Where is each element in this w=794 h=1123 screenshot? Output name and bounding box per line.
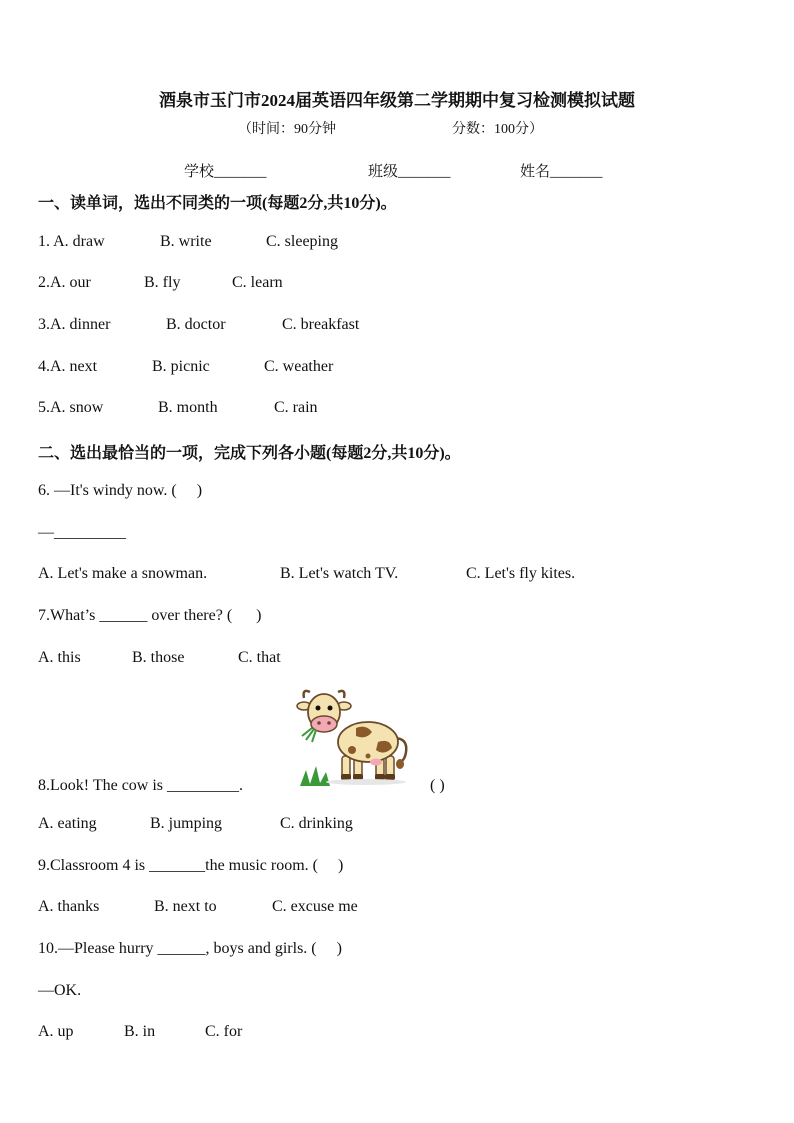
q4-option-b: B. picnic xyxy=(152,358,210,375)
q8-option-a: A. eating xyxy=(38,815,97,832)
q10-option-b: B. in xyxy=(124,1023,156,1040)
page-title: 酒泉市玉门市2024届英语四年级第二学期期中复习检测模拟试题 xyxy=(159,91,635,110)
q2-option-b: B. fly xyxy=(144,274,181,291)
cow-hoof xyxy=(341,774,351,780)
cow-hoof xyxy=(385,774,395,780)
q8-option-b: B. jumping xyxy=(150,815,223,832)
cow-nostril xyxy=(317,721,321,725)
q1-option-b: B. write xyxy=(160,233,212,250)
q2-option-c: C. learn xyxy=(232,274,283,291)
q9-stem: 9.Classroom 4 is _______the music room. ( ) xyxy=(38,857,344,874)
cow-muzzle xyxy=(311,716,337,732)
q9-option-c: C. excuse me xyxy=(272,898,358,915)
section-2-heading: 二、选出最恰当的一项，完成下列各小题(每题2分,共10分)。 xyxy=(38,445,461,462)
q10-reply: —OK. xyxy=(38,982,82,999)
cow-eye xyxy=(316,706,321,711)
cow-horn xyxy=(338,691,344,698)
cow-spot xyxy=(366,754,371,759)
q6-option-c: C. Let's fly kites. xyxy=(466,565,576,582)
q3-option-b: B. doctor xyxy=(166,316,226,333)
cow-horn xyxy=(304,691,310,698)
q6-answer-blank: —_________ xyxy=(38,524,126,541)
exam-time: （时间：90分钟 xyxy=(238,122,336,137)
q6-option-b: B. Let's watch TV. xyxy=(280,565,399,582)
cow-nostril xyxy=(327,721,331,725)
name-field: 姓名_______ xyxy=(520,164,603,180)
q9-option-a: A. thanks xyxy=(38,898,100,915)
exam-score: 分数：100分） xyxy=(452,122,543,137)
q8-stem: 8.Look! The cow is _________. xyxy=(38,777,244,794)
cow-spot xyxy=(348,746,356,754)
q5-option-c: C. rain xyxy=(274,399,318,416)
cow-eye xyxy=(328,706,333,711)
q10-option-c: C. for xyxy=(205,1023,243,1040)
q1-option-c: C. sleeping xyxy=(266,233,338,250)
q7-option-c: C. that xyxy=(238,649,281,666)
cow-hoof xyxy=(375,774,385,780)
cow-udder xyxy=(370,759,382,766)
q4-option-c: C. weather xyxy=(264,358,334,375)
q7-stem: 7.What’s ______ over there? ( ) xyxy=(38,607,262,624)
q7-option-b: B. those xyxy=(132,649,185,666)
cow-tail-tuft xyxy=(396,759,404,769)
q1-option-a: 1. A. draw xyxy=(38,233,105,250)
cow-eating-grass-image xyxy=(296,686,420,790)
q2-option-a: 2.A. our xyxy=(38,274,91,291)
q4-option-a: 4.A. next xyxy=(38,358,98,375)
q7-option-a: A. this xyxy=(38,649,81,666)
cow-shadow xyxy=(326,779,406,785)
school-field: 学校_______ xyxy=(184,164,267,180)
q5-option-b: B. month xyxy=(158,399,218,416)
q9-option-b: B. next to xyxy=(154,898,217,915)
q6-stem: 6. —It's windy now. ( ) xyxy=(38,482,203,499)
q3-option-a: 3.A. dinner xyxy=(38,316,111,333)
q3-option-c: C. breakfast xyxy=(282,316,360,333)
grass-in-mouth xyxy=(302,728,316,742)
grass-tuft xyxy=(300,766,330,786)
q10-stem: 10.—Please hurry ______, boys and girls. ( ) xyxy=(38,940,342,957)
q8-answer-paren: ( ) xyxy=(430,777,445,794)
q10-option-a: A. up xyxy=(38,1023,74,1040)
class-field: 班级_______ xyxy=(368,164,451,180)
q6-option-a: A. Let's make a snowman. xyxy=(38,565,208,582)
section-1-heading: 一、读单词，选出不同类的一项(每题2分,共10分)。 xyxy=(38,195,397,212)
q8-option-c: C. drinking xyxy=(280,815,353,832)
q5-option-a: 5.A. snow xyxy=(38,399,104,416)
